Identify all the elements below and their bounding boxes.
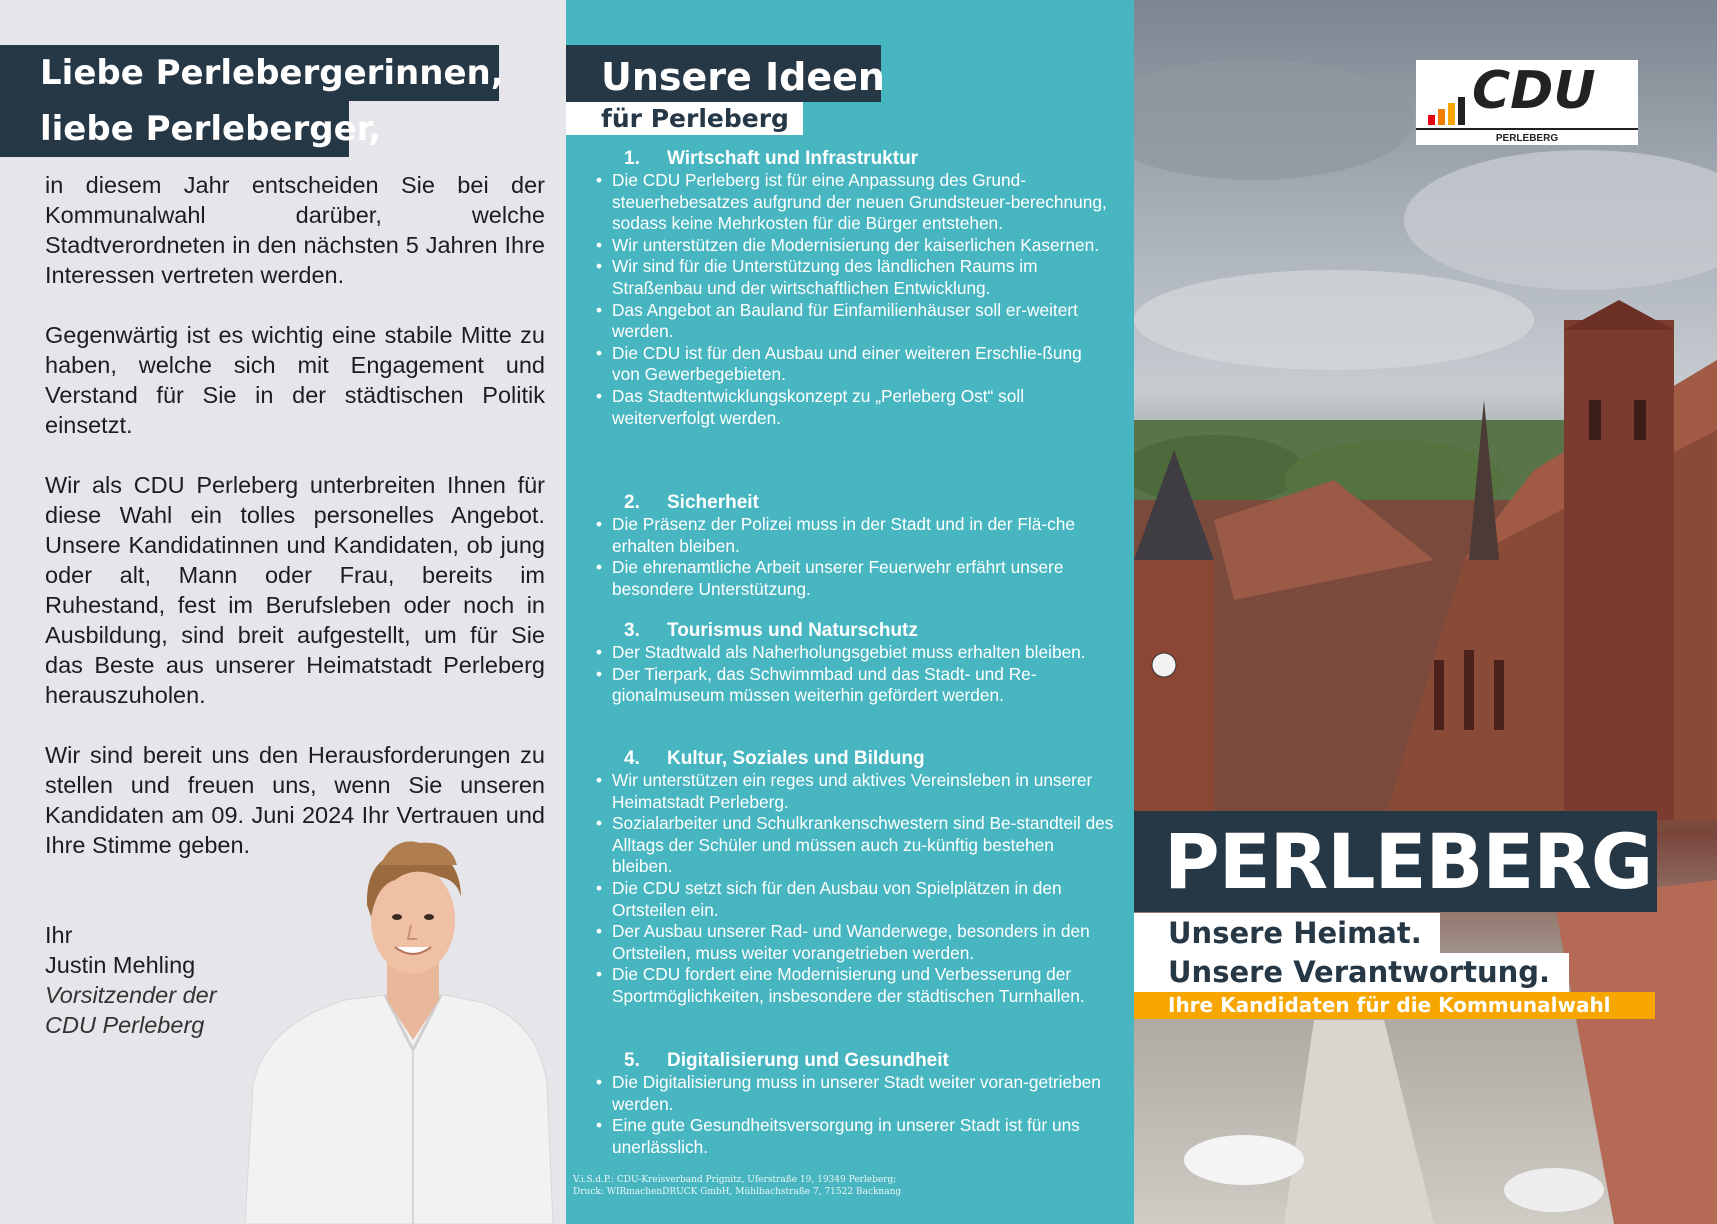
list-item: • Sozialarbeiter und Schulkrankenschwestern sind Be-standteil des Alltags der Schüler und müssen auch zu-künftig bestehen bleiben. xyxy=(566,813,1134,878)
town-title: PERLEBERG xyxy=(1134,811,1657,912)
slogan-line1: Unsere Heimat. xyxy=(1134,913,1440,953)
list-item: • Das Stadtentwicklungskonzept zu „Perleberg Ost“ soll weiterverfolgt werden. xyxy=(566,386,1134,429)
list-item: • Die Digitalisierung muss in unserer Stadt weiter voran-getrieben werden. xyxy=(566,1072,1134,1115)
signature-name: Justin Mehling xyxy=(45,952,196,978)
list-item: • Die CDU setzt sich für den Ausbau von Spielplätzen in den Ortsteilen ein. xyxy=(566,878,1134,921)
list-item: • Wir unterstützen ein reges und aktives Vereinsleben in unserer Heimatstadt Perleberg. xyxy=(566,770,1134,813)
cdu-logo xyxy=(1416,60,1638,143)
section-security xyxy=(566,492,1134,600)
section-title: 5. Digitalisierung und Gesundheit xyxy=(624,1050,949,1071)
ideas-panel xyxy=(566,0,1134,1224)
imprint-line2: Druck: WIRmachenDRUCK GmbH, Mühlbachstraße 7, 71522 Backnang xyxy=(573,1187,902,1197)
logo-bar-icon xyxy=(1448,103,1455,125)
section-digital-health xyxy=(566,1050,1134,1158)
intro-paragraph-4: Wir sind bereit uns den Herausforderungen zu stellen und freuen uns, wenn Sie unseren Kandidaten am 09. Juni 2024 Ihr Vertrauen und Ihre Stimme geben. xyxy=(45,742,545,858)
logo-bar-icon xyxy=(1458,97,1465,125)
list-item: • Wir sind für die Unterstützung des ländlichen Raums im Straßenbau und der wirtschaftlichen Entwicklung. xyxy=(566,256,1134,299)
slogan-line2: Unsere Verantwortung. xyxy=(1134,953,1569,992)
intro-paragraph-2: Gegenwärtig ist es wichtig eine stabile Mitte zu haben, welche sich mit Engagement und Verstand für Sie in der städtischen Politik einsetzt. xyxy=(45,322,545,438)
greeting-heading-line1: Liebe Perlebergerinnen, xyxy=(0,45,499,101)
list-item: • Der Tierpark, das Schwimmbad und das Stadt- und Re-gionalmuseum müssen weiterhin gefördert werden. xyxy=(566,664,1134,707)
section-tourism xyxy=(566,620,1134,707)
imprint-line1: V.i.S.d.P.: CDU-Kreisverband Prignitz, Uferstraße 19, 19349 Perleberg; xyxy=(573,1175,897,1185)
logo-text: CDU xyxy=(1472,61,1596,121)
list-item: • Die ehrenamtliche Arbeit unserer Feuerwehr erfährt unsere besondere Unterstützung. xyxy=(566,557,1134,600)
logo-bar-icon xyxy=(1438,109,1445,125)
list-item: • Das Angebot an Bauland für Einfamilienhäuser soll er-weitert werden. xyxy=(566,300,1134,343)
list-item: • Der Stadtwald als Naherholungsgebiet muss erhalten bleiben. xyxy=(566,642,1134,664)
section-title: 4. Kultur, Soziales und Bildung xyxy=(624,748,925,769)
list-item: • Die CDU Perleberg ist für eine Anpassung des Grund-steuerhebesatzes aufgrund der neuen Grundsteuer-berechnung, sodass keine Mehrkosten für die Bürger entstehen. xyxy=(566,170,1134,235)
section-title: 2. Sicherheit xyxy=(624,492,759,513)
ideas-subheading: für Perleberg xyxy=(566,102,803,135)
intro-paragraph-1: in diesem Jahr entscheiden Sie bei der Kommunalwahl darüber, welche Stadtverordneten in den nächsten 5 Jahren Ihre Interessen vertreten werden. xyxy=(45,172,545,288)
signature-greeting: Ihr xyxy=(45,922,73,948)
section-title: 3. Tourismus und Naturschutz xyxy=(624,620,918,641)
candidates-tagline: Ihre Kandidaten für die Kommunalwahl xyxy=(1134,992,1655,1019)
imprint xyxy=(573,1174,901,1198)
list-item: • Die CDU ist für den Ausbau und einer weiteren Erschlie-ßung von Gewerbegebieten. xyxy=(566,343,1134,386)
ideas-heading: Unsere Ideen xyxy=(566,45,881,102)
left-panel xyxy=(0,0,566,1224)
section-economy xyxy=(566,148,1134,429)
list-item: • Die CDU fordert eine Modernisierung und Verbesserung der Sportmöglichkeiten, insbesondere der städtischen Turnhallen. xyxy=(566,964,1134,1007)
list-item: • Die Präsenz der Polizei muss in der Stadt und in der Flä-che erhalten bleiben. xyxy=(566,514,1134,557)
list-item: • Der Ausbau unserer Rad- und Wanderwege, besonders in den Ortsteilen, muss weiter vorangetrieben werden. xyxy=(566,921,1134,964)
logo-subtext: PERLEBERG xyxy=(1416,130,1638,145)
cover-panel xyxy=(1134,0,1717,1224)
signature-role-line1: Vorsitzender der xyxy=(45,982,217,1008)
list-item: • Eine gute Gesundheitsversorgung in unserer Stadt ist für uns unerlässlich. xyxy=(566,1115,1134,1158)
signature-role-line2: CDU Perleberg xyxy=(45,1012,205,1038)
church-photo xyxy=(1134,0,1717,1224)
logo-bar-icon xyxy=(1428,115,1435,125)
section-culture xyxy=(566,748,1134,1008)
section-title: 1. Wirtschaft und Infrastruktur xyxy=(624,148,919,169)
candidate-portrait xyxy=(235,835,555,1224)
list-item: • Wir unterstützen die Modernisierung der kaiserlichen Kasernen. xyxy=(566,235,1134,257)
greeting-heading-line2: liebe Perleberger, xyxy=(0,101,349,157)
intro-paragraph-3: Wir als CDU Perleberg unterbreiten Ihnen für diese Wahl ein tolles personelles Angebot. Unsere Kandidatinnen und Kandidaten, ob jung oder alt, Mann oder Frau, bereits im Ruhestand, fest im Berufsleben oder noch in Ausbildung, sind breit aufgestellt, um für Sie das Beste aus unserer Heimatstadt Perleberg herauszuholen. xyxy=(45,472,545,708)
